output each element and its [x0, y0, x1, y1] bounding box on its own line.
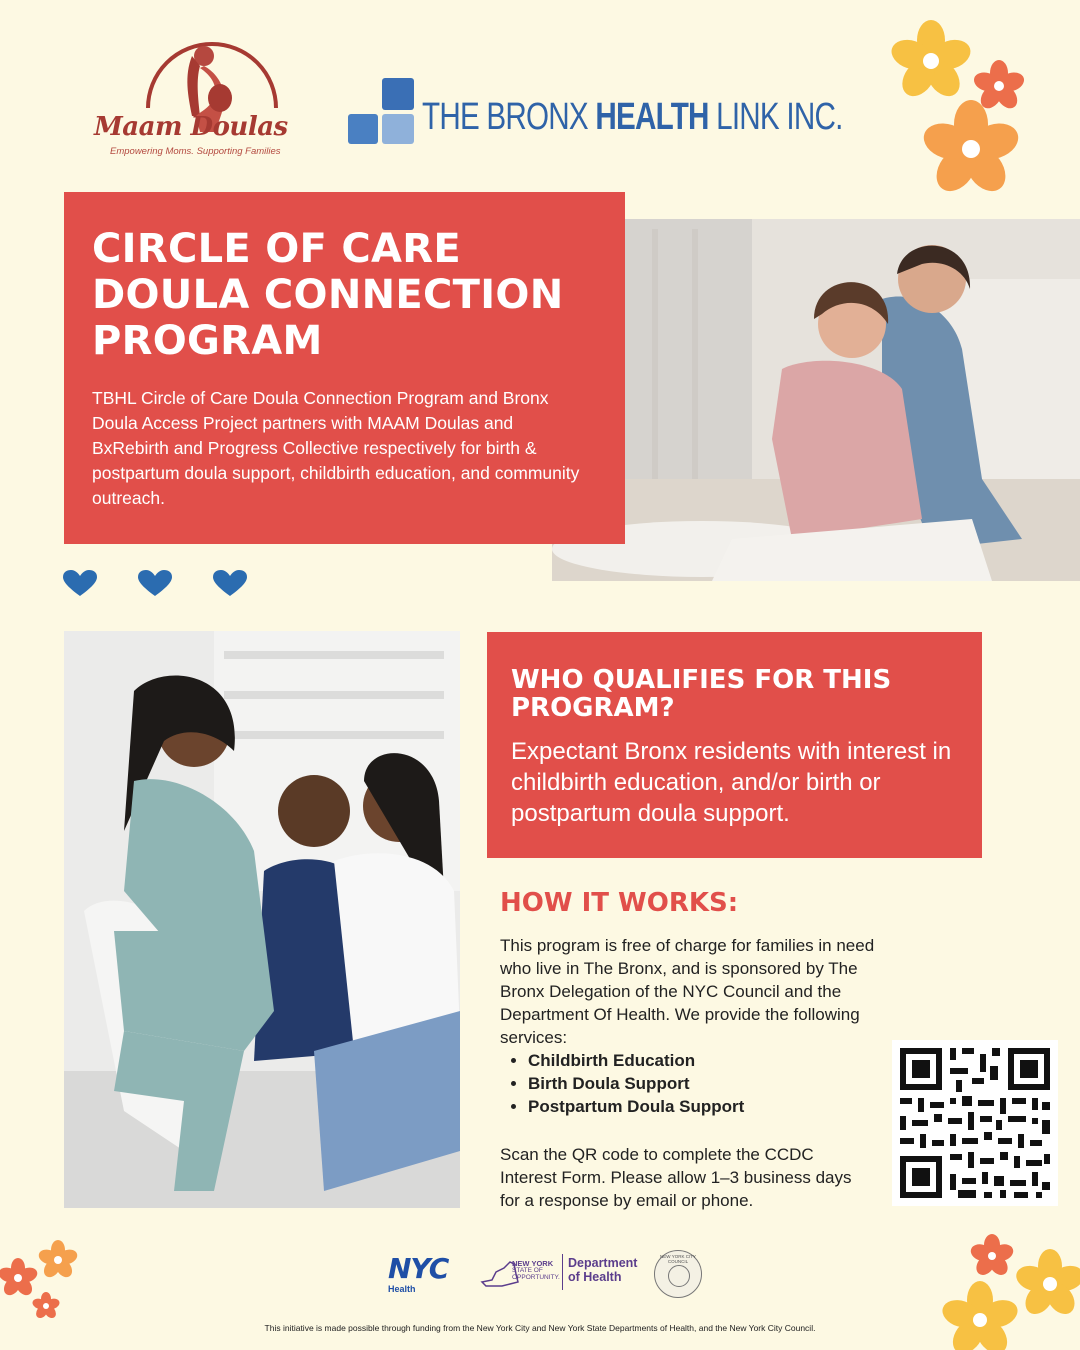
flower-decoration	[884, 14, 1080, 210]
heart-icon	[138, 570, 172, 596]
nyc-health-logo: NYC Health	[388, 1252, 449, 1294]
qr-code[interactable]	[892, 1040, 1058, 1206]
how-it-works-description: This program is free of charge for families in need who live in The Bronx, and is sponsored by The Bronx Delegation of the NYC Council and the Department Of Health. We provide the following services:	[500, 936, 875, 1047]
how-it-works-heading: HOW IT WORKS:	[500, 888, 739, 918]
logo-square	[382, 114, 414, 144]
service-item: • Postpartum Doula Support	[528, 1095, 744, 1118]
funding-disclaimer: This initiative is made possible through funding from the New York City and New York State Departments of Health, and the New York City Council.	[264, 1323, 816, 1333]
footer-sponsor-logos	[388, 1250, 708, 1300]
qualifies-description: Expectant Bronx residents with interest in childbirth education, and/or birth or postpartum doula support.	[511, 738, 952, 827]
services-list	[500, 1049, 744, 1118]
hero-card	[64, 192, 625, 544]
program-title: CIRCLE OF CARE DOULA CONNECTION PROGRAM	[92, 226, 564, 364]
logo-square	[382, 78, 414, 110]
heart-icon	[63, 570, 97, 596]
photo-doula-with-family	[64, 631, 460, 1208]
flower-decoration	[0, 1238, 90, 1328]
logo-divider	[562, 1254, 563, 1290]
qualifies-card	[487, 632, 982, 858]
qualifies-heading: WHO QUALIFIES FOR THIS PROGRAM?	[511, 665, 892, 723]
program-description: TBHL Circle of Care Doula Connection Program and Bronx Doula Access Project partners with MAAM Doulas and BxRebirth and Progress Collective respectively for birth & postpartum doula support, childbirth education, and community outreach.	[92, 388, 580, 508]
bhl-wordmark: THE BRONX HEALTH LINK INC.	[422, 96, 843, 138]
maam-doulas-logo	[88, 36, 328, 166]
city-council-seal: NEW YORK CITY COUNCIL	[654, 1250, 702, 1298]
logo-square	[348, 114, 378, 144]
service-item: • Birth Doula Support	[528, 1072, 744, 1095]
maam-logo-wordmark: Maam Doulas	[94, 112, 288, 142]
bronx-health-link-logo	[348, 78, 843, 148]
service-item: • Childbirth Education	[528, 1049, 744, 1072]
heart-icon	[213, 570, 247, 596]
photo-doula-and-pregnant-woman	[552, 219, 1080, 581]
maam-logo-tagline: Empowering Moms. Supporting Families	[110, 146, 281, 157]
scan-instructions: Scan the QR code to complete the CCDC Interest Form. Please allow 1–3 business days for a response by email or phone.	[500, 1145, 852, 1210]
seal-emblem	[668, 1265, 690, 1287]
nys-opportunity-text: NEW YORK STATE OF OPPORTUNITY.	[512, 1259, 560, 1281]
department-of-health-text: Department of Health	[568, 1256, 638, 1284]
